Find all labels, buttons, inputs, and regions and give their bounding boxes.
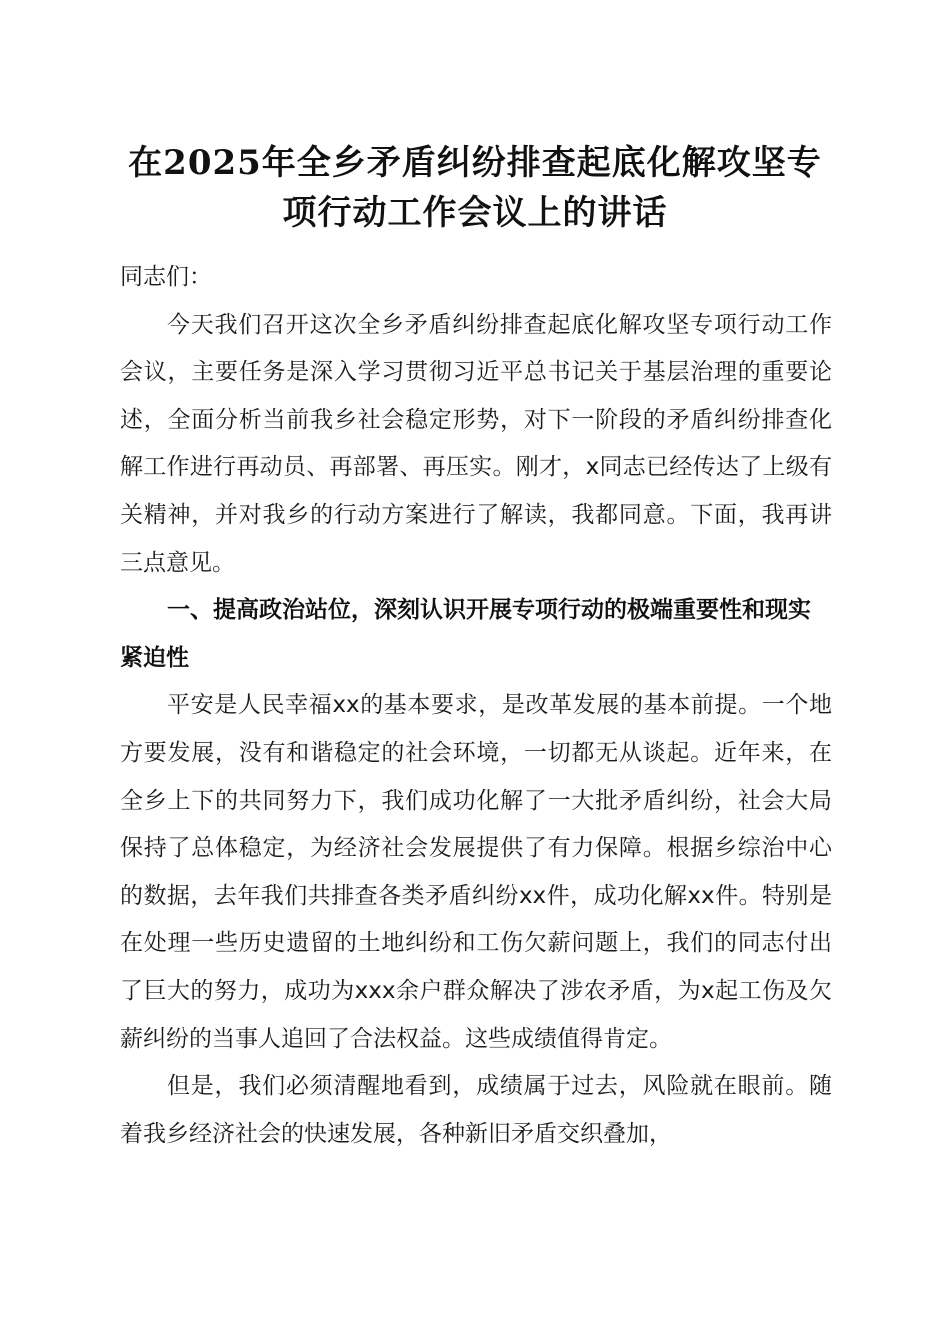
section-1-paragraph-1: 平安是人民幸福xx的基本要求，是改革发展的基本前提。一个地方要发展，没有和谐稳定的社会环境，一切都无从谈起。近年来，在全乡上下的共同努力下，我们成功化解了一大批矛盾纠纷，社会大局保持了总体稳定，为经济社会发展提供了有力保障。根据乡综治中心的数据，去年我们共排查各类矛盾纠纷xx件，成功化解xx件。特别是在处理一些历史遗留的土地纠纷和工伤欠薪问题上，我们的同志付出了巨大的努力，成功为xxx余户群众解决了涉农矛盾，为x起工伤及欠薪纠纷的当事人追回了合法权益。这些成绩值得肯定。 — [120, 692, 832, 1052]
section-heading-1: 一、提高政治站位，深刻认识开展专项行动的极端重要性和现实紧迫性 — [120, 597, 811, 671]
salutation: 同志们： — [120, 264, 212, 290]
section-1-paragraph-2: 但是，我们必须清醒地看到，成绩属于过去，风险就在眼前。随着我乡经济社会的快速发展，各种新旧矛盾交织叠加， — [120, 1073, 832, 1147]
document-body — [120, 254, 832, 1158]
intro-paragraph: 今天我们召开这次全乡矛盾纠纷排查起底化解攻坚专项行动工作会议，主要任务是深入学习贯彻习近平总书记关于基层治理的重要论述，全面分析当前我乡社会稳定形势，对下一阶段的矛盾纠纷排查化解工作进行再动员、再部署、再压实。刚才，x同志已经传达了上级有关精神，并对我乡的行动方案进行了解读，我都同意。下面，我再讲三点意见。 — [120, 311, 832, 576]
document-title — [100, 138, 850, 238]
title-line-2: 项行动工作会议上的讲话 — [282, 193, 668, 233]
title-line-1: 在2025年全乡矛盾纠纷排查起底化解攻坚专 — [128, 143, 822, 183]
